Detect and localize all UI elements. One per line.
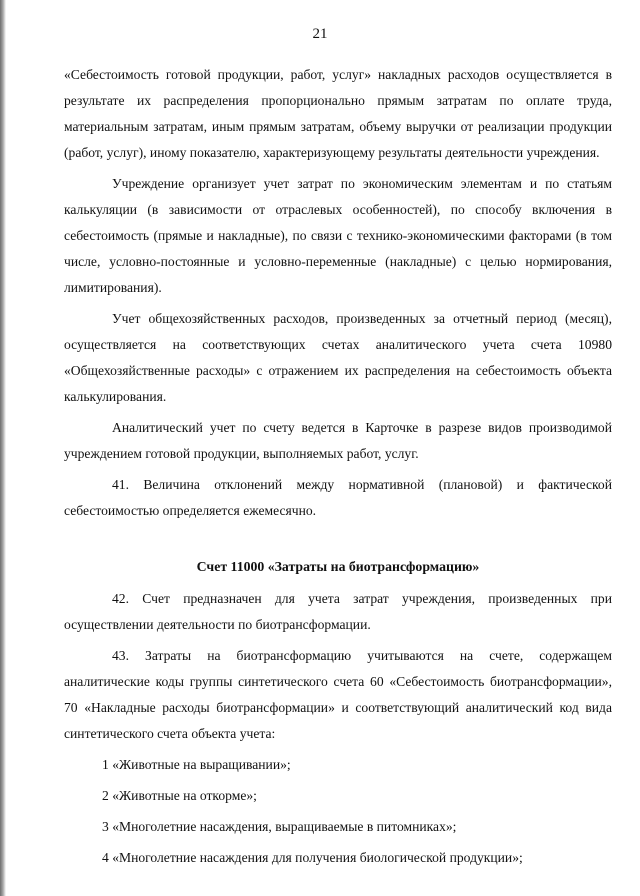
- paragraph-overhead-allocation: «Себестоимость готовой продукции, работ, услуг» накладных расходов осуществляется в результате их распределения пропорционально прямым затратам по оплате труда, материальным затратам, иным прямым затратам, объему выручки от реализации продукции (работ, услуг), иному показателю, характеризующему результаты деятельности учреждения.: [64, 67, 612, 160]
- list-item: 3 «Многолетние насаждения, выращиваемые в питомниках»;: [102, 819, 457, 834]
- page-number: 21: [312, 26, 328, 42]
- list-item: 2 «Животные на откорме»;: [102, 788, 257, 803]
- document-body: [64, 62, 612, 871]
- scan-edge: [0, 0, 6, 896]
- list-item: 4 «Многолетние насаждения для получения биологической продукции»;: [102, 850, 523, 865]
- paragraph-43-costs: 43. Затраты на биотрансформацию учитываются на счете, содержащем аналитические коды группы синтетического счета 60 «Себестоимость биотрансформации», 70 «Накладные расходы биотрансформации» и соответствующий аналитический код вида синтетического счета объекта учета:: [64, 648, 612, 741]
- paragraph-42-purpose: 42. Счет предназначен для учета затрат учреждения, произведенных при осуществлении деятельности по биотрансформации.: [64, 591, 612, 632]
- list-item: 1 «Животные на выращивании»;: [102, 757, 291, 772]
- paragraph-analytical-accounting: Аналитический учет по счету ведется в Карточке в разрезе видов производимой учреждением готовой продукции, выполняемых работ, услуг.: [64, 420, 612, 461]
- paragraph-41-deviations: 41. Величина отклонений между нормативной (плановой) и фактической себестоимостью определяется ежемесячно.: [64, 477, 612, 518]
- paragraph-general-expenses: Учет общехозяйственных расходов, произведенных за отчетный период (месяц), осуществляется на соответствующих счетах аналитического учета счета 10980 «Общехозяйственные расходы» с отражением их распределения на себестоимость объекта калькулирования.: [64, 311, 612, 404]
- paragraph-cost-accounting-organization: Учреждение организует учет затрат по экономическим элементам и по статьям калькуляции (в зависимости от отраслевых особенностей), по способу включения в себестоимость (прямые и накладные), по связи с технико-экономическими факторами (в том числе, условно-постоянные и условно-переменные (накладные) с целью нормирования, лимитирования).: [64, 176, 612, 295]
- section-heading: Счет 11000 «Затраты на биотрансформацию»: [196, 559, 480, 574]
